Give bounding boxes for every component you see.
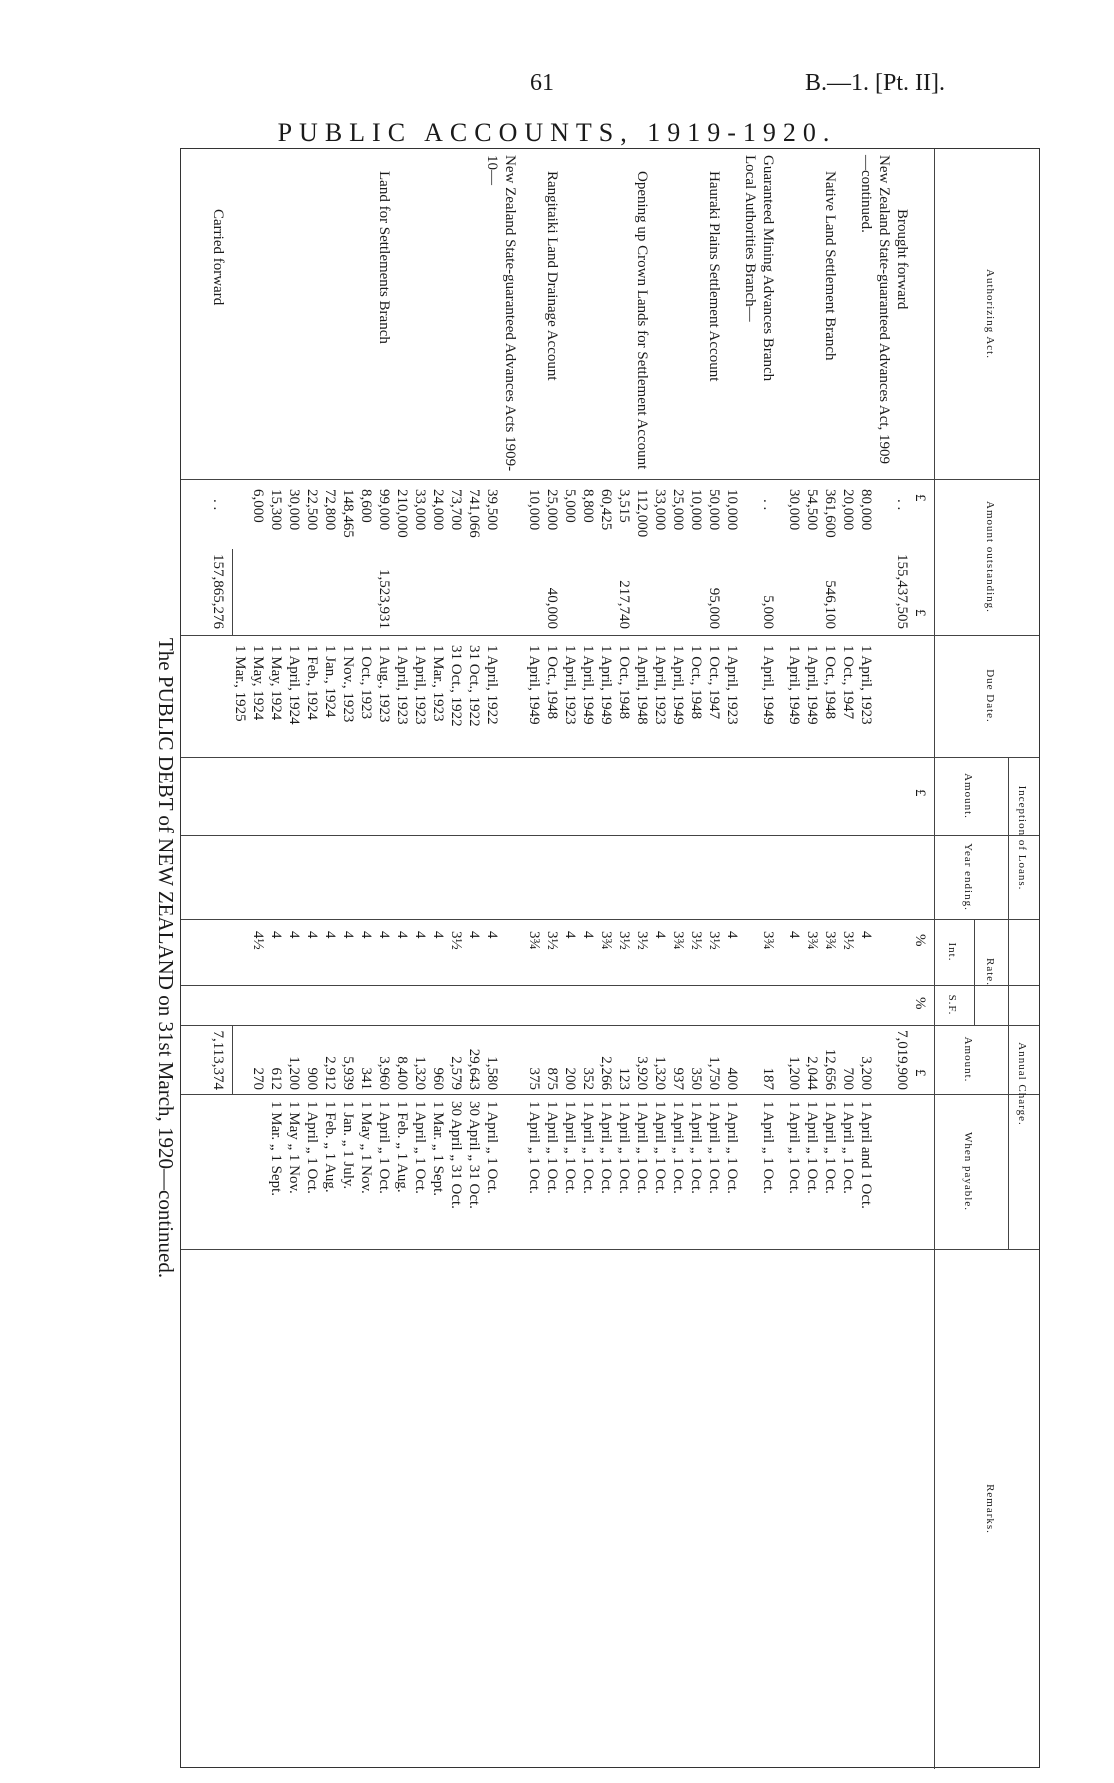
rate: 3½ xyxy=(840,931,856,950)
header-int: Int. xyxy=(946,942,958,962)
rate: 4 xyxy=(724,931,740,939)
charge: 900 xyxy=(304,1067,320,1090)
charge: 5,939 xyxy=(340,1056,356,1090)
due-list xyxy=(669,645,741,725)
header-rule xyxy=(1008,919,1009,1249)
amount: 10,000 xyxy=(526,489,542,531)
amount: 361,600 xyxy=(822,489,838,538)
due-date: 1 Nov., 1923 xyxy=(340,645,356,723)
header-rule xyxy=(1008,757,1009,919)
amount-list xyxy=(579,489,669,537)
percent-sign: % xyxy=(912,997,928,1010)
document-reference: B.—1. [Pt. II]. xyxy=(805,70,945,96)
rate: 3¾ xyxy=(598,931,614,950)
branch-name: Opening up Crown Lands for Settlement Account xyxy=(634,171,650,470)
amount: 6,000 xyxy=(250,489,266,523)
amount: 39,500 xyxy=(484,489,500,531)
payable-list xyxy=(669,1101,741,1194)
rate: 3½ xyxy=(616,931,632,950)
due-list xyxy=(785,645,875,725)
due-date: 1 April, 1948 xyxy=(634,645,650,725)
divider xyxy=(181,1249,1039,1250)
due-date: 1 Oct., 1947 xyxy=(840,645,856,720)
payable: 1 May „ 1 Nov. xyxy=(286,1101,302,1194)
payable: 1 April „ 1 Oct. xyxy=(724,1101,740,1194)
due-date: 1 April, 1923 xyxy=(724,645,740,725)
charge: 350 xyxy=(688,1067,704,1090)
amount: 60,425 xyxy=(598,489,614,531)
amount-list xyxy=(785,489,875,538)
payable-list xyxy=(579,1101,669,1194)
due-date: 1 April, 1923 xyxy=(394,645,410,725)
due-date: 1 April, 1949 xyxy=(760,645,776,725)
charge: 29,643 xyxy=(466,1048,482,1090)
rate: 4 xyxy=(858,931,874,939)
payable: 1 Feb. „ 1 Aug. xyxy=(394,1101,410,1193)
rate: 4 xyxy=(484,931,500,939)
payable: 1 April „ 1 Oct. xyxy=(804,1101,820,1194)
rate: 4 xyxy=(786,931,802,939)
rate: 4 xyxy=(322,931,338,939)
due-date: 1 Mar., 1925 xyxy=(232,645,248,722)
carried-forward-charge: 7,113,374 xyxy=(210,1030,226,1090)
header-rate: Rate. xyxy=(984,958,996,986)
divider xyxy=(181,479,1039,480)
dots: . . xyxy=(210,499,226,511)
rate: 3½ xyxy=(706,931,722,950)
amount: 112,000 xyxy=(634,489,650,538)
amount: 22,500 xyxy=(304,489,320,531)
rate: 3¾ xyxy=(760,931,776,950)
rate: 3½ xyxy=(544,931,560,950)
amount-list xyxy=(669,489,741,530)
charge-list xyxy=(249,1025,501,1090)
rate: 3¾ xyxy=(804,931,820,950)
payable: 1 April „ 1 Oct. xyxy=(598,1101,614,1194)
payable: 1 April „ 1 Oct. xyxy=(304,1101,320,1194)
rate: 3¾ xyxy=(670,931,686,950)
payable: 1 April „ 1 Oct. xyxy=(562,1101,578,1194)
amount: 210,000 xyxy=(394,489,410,538)
amount: 15,300 xyxy=(268,489,284,531)
rate: 4 xyxy=(652,931,668,939)
brought-forward-charge: 7,019,900 xyxy=(894,1030,910,1090)
charge: 1,320 xyxy=(652,1056,668,1090)
amount: 73,700 xyxy=(448,489,464,531)
header-year-ending: Year ending. xyxy=(962,843,974,911)
due-date: 31 Oct., 1922 xyxy=(466,645,482,727)
charge: 1,200 xyxy=(786,1056,802,1090)
amount: 50,000 xyxy=(706,489,722,531)
act-name: New Zealand State-guaranteed Advances Act, 1909—continued. xyxy=(858,155,892,465)
amount: 25,000 xyxy=(544,489,560,531)
rate: 4 xyxy=(562,931,578,939)
payable: 1 April „ 1 Oct. xyxy=(544,1101,560,1194)
branch-name: Land for Settlements Branch xyxy=(376,171,392,344)
rate: 4 xyxy=(358,931,374,939)
header-charge-amount: Amount. xyxy=(962,1036,974,1083)
header-due-date: Due Date. xyxy=(984,669,996,723)
due-date: 1 Oct., 1948 xyxy=(822,645,838,720)
payable: 1 April „ 1 Oct. xyxy=(840,1101,856,1194)
dots: . . xyxy=(894,499,910,511)
due-date: 1 Oct., 1947 xyxy=(706,645,722,720)
charge: 3,200 xyxy=(858,1056,874,1090)
payable: 1 April „ 1 Oct. xyxy=(760,1101,776,1194)
charge-list xyxy=(669,1025,741,1090)
rate: 3½ xyxy=(688,931,704,950)
page-title: PUBLIC ACCOUNTS, 1919-1920. xyxy=(277,118,837,147)
amount: 8,600 xyxy=(358,489,374,523)
int-list xyxy=(669,931,741,950)
payable: 1 Feb. „ 1 Aug. xyxy=(322,1101,338,1193)
subtotal: 5,000 xyxy=(760,595,776,629)
public-debt-table xyxy=(180,148,1040,1768)
pound-sign: £ xyxy=(912,494,928,502)
subtotal: 40,000 xyxy=(544,587,560,629)
amount: 148,465 xyxy=(340,489,356,538)
payable: 1 April „ 1 Oct. xyxy=(822,1101,838,1194)
amount: 10,000 xyxy=(688,489,704,531)
due-date: 1 Jan., 1924 xyxy=(322,645,338,718)
header-when-payable: When payable. xyxy=(962,1132,974,1211)
due-date: 1 Feb., 1924 xyxy=(304,645,320,720)
rate: 4½ xyxy=(250,931,266,950)
branch-name: Rangitaiki Land Drainage Account xyxy=(544,171,560,381)
header-sf: S.F. xyxy=(946,994,958,1016)
payable: 1 Mar. „ 1 Sept. xyxy=(268,1101,284,1196)
int-list xyxy=(249,931,501,950)
due-date: 1 Mar., 1923 xyxy=(430,645,446,722)
int-list xyxy=(525,931,579,950)
amount: 10,000 xyxy=(724,489,740,531)
payable: 1 May „ 1 Nov. xyxy=(358,1101,374,1194)
header-inception-of-loans: Inception of Loans. xyxy=(1016,785,1028,891)
subtotal: 546,100 xyxy=(822,580,838,629)
percent-sign: % xyxy=(912,934,928,947)
amount: 20,000 xyxy=(840,489,856,531)
divider xyxy=(181,757,1039,758)
charge: 352 xyxy=(580,1067,596,1090)
header-amount-outstanding: Amount outstanding. xyxy=(984,501,996,613)
due-date: 1 April, 1923 xyxy=(562,645,578,725)
payable: 1 April „ 1 Oct. xyxy=(652,1101,668,1194)
carried-forward-total: 157,865,276 xyxy=(210,554,226,629)
charge: 1,200 xyxy=(286,1056,302,1090)
rate: 3¾ xyxy=(822,931,838,950)
rate: 3½ xyxy=(634,931,650,950)
charge: 270 xyxy=(250,1067,266,1090)
payable: 30 April „ 31 Oct. xyxy=(466,1101,482,1209)
due-date: 1 April, 1923 xyxy=(412,645,428,725)
charge: 187 xyxy=(760,1067,776,1090)
charge: 2,266 xyxy=(598,1056,614,1090)
page-number: 61 xyxy=(530,70,554,96)
due-date: 1 Oct., 1948 xyxy=(616,645,632,720)
charge: 341 xyxy=(358,1067,374,1090)
due-date: 1 May, 1924 xyxy=(250,645,266,721)
amount: 99,000 xyxy=(376,489,392,531)
divider xyxy=(181,1094,1039,1095)
pound-sign: £ xyxy=(912,789,928,797)
charge: 960 xyxy=(430,1067,446,1090)
due-date: 1 April, 1949 xyxy=(786,645,802,725)
rotated-table-region xyxy=(154,148,1040,1768)
pound-sign: £ xyxy=(912,1069,928,1077)
int-list xyxy=(785,931,875,950)
due-date: 1 Oct., 1923 xyxy=(358,645,374,720)
charge: 937 xyxy=(670,1067,686,1090)
due-date: 1 May, 1924 xyxy=(268,645,284,721)
charge: 2,912 xyxy=(322,1056,338,1090)
due-date: 1 April, 1949 xyxy=(670,645,686,725)
total-rule xyxy=(232,1025,233,1094)
payable: 1 April „ 1 Oct. xyxy=(484,1101,500,1194)
payable: 1 April „ 1 Oct. xyxy=(412,1101,428,1194)
charge-list xyxy=(785,1025,875,1090)
payable-list xyxy=(785,1101,875,1209)
rate: 4 xyxy=(340,931,356,939)
amount: 72,800 xyxy=(322,489,338,531)
charge: 700 xyxy=(840,1067,856,1090)
payable: 1 Mar. „ 1 Sept. xyxy=(430,1101,446,1196)
charge: 400 xyxy=(724,1067,740,1090)
amount: 5,000 xyxy=(562,489,578,523)
charge: 375 xyxy=(526,1067,542,1090)
due-date: 1 April, 1949 xyxy=(580,645,596,725)
charge: 612 xyxy=(268,1067,284,1090)
charge: 875 xyxy=(544,1067,560,1090)
payable: 1 April „ 1 Oct. xyxy=(634,1101,650,1194)
payable: 1 April and 1 Oct. xyxy=(858,1101,874,1209)
due-list xyxy=(525,645,579,725)
charge: 123 xyxy=(616,1067,632,1090)
due-date: 1 Aug., 1923 xyxy=(376,645,392,723)
charge: 1,320 xyxy=(412,1056,428,1090)
payable: 1 April „ 1 Oct. xyxy=(688,1101,704,1194)
rate: 4 xyxy=(394,931,410,939)
rate: 4 xyxy=(430,931,446,939)
due-date: 1 April, 1924 xyxy=(286,645,302,725)
due-date: 1 April, 1923 xyxy=(858,645,874,725)
divider xyxy=(181,985,1039,986)
due-date: 1 Oct., 1948 xyxy=(688,645,704,720)
amount: 54,500 xyxy=(804,489,820,531)
act-name: Local Authorities Branch— xyxy=(742,155,758,322)
amount: 741,066 xyxy=(466,489,482,538)
payable: 1 April „ 1 Oct. xyxy=(376,1101,392,1194)
rate: 4 xyxy=(304,931,320,939)
branch-name: Hauraki Plains Settlement Account xyxy=(706,171,722,382)
total-rule xyxy=(232,549,233,635)
branch-name: Native Land Settlement Branch xyxy=(822,171,838,361)
due-date: 31 Oct., 1922 xyxy=(448,645,464,727)
rate: 3¾ xyxy=(526,931,542,950)
due-date: 1 April, 1922 xyxy=(484,645,500,725)
amount: 25,000 xyxy=(670,489,686,531)
header-inception-amount: Amount. xyxy=(962,773,974,819)
due-date: 1 April, 1923 xyxy=(652,645,668,725)
charge: 200 xyxy=(562,1067,578,1090)
divider xyxy=(181,919,1039,920)
charge: 12,656 xyxy=(822,1048,838,1090)
payable: 1 April „ 1 Oct. xyxy=(670,1101,686,1194)
rate: 4 xyxy=(412,931,428,939)
amount: 3,515 xyxy=(616,489,632,523)
amount: 30,000 xyxy=(786,489,802,531)
charge: 8,400 xyxy=(394,1056,410,1090)
rate: 4 xyxy=(286,931,302,939)
subtotal: 217,740 xyxy=(616,580,632,629)
payable: 1 April „ 1 Oct. xyxy=(706,1101,722,1194)
payable: 1 April „ 1 Oct. xyxy=(580,1101,596,1194)
header-annual-charge: Annual Charge. xyxy=(1016,1042,1028,1126)
table-caption: The PUBLIC DEBT of NEW ZEALAND on 31st March, 1920—continued. xyxy=(154,637,178,1279)
due-date: 1 April, 1949 xyxy=(804,645,820,725)
due-list xyxy=(231,645,501,727)
rate: 3½ xyxy=(448,931,464,950)
header-remarks: Remarks. xyxy=(984,1484,996,1534)
branch-name: Guaranteed Mining Advances Branch xyxy=(760,155,776,382)
charge: 2,044 xyxy=(804,1056,820,1090)
amount: 33,000 xyxy=(652,489,668,531)
rate: 4 xyxy=(466,931,482,939)
payable: 1 April „ 1 Oct. xyxy=(526,1101,542,1194)
charge-list xyxy=(579,1025,669,1090)
amount-list xyxy=(525,489,579,530)
divider xyxy=(181,835,1039,836)
subtotal: 95,000 xyxy=(706,587,722,629)
carried-forward-label: Carried forward xyxy=(210,209,226,306)
amount-list xyxy=(249,489,501,538)
due-date: 1 April, 1949 xyxy=(598,645,614,725)
int-list xyxy=(579,931,669,950)
payable: 1 April „ 1 Oct. xyxy=(786,1101,802,1194)
header-rule xyxy=(974,919,975,1025)
amount: 24,000 xyxy=(430,489,446,531)
due-list xyxy=(579,645,669,725)
amount: 80,000 xyxy=(858,489,874,531)
charge: 1,580 xyxy=(484,1056,500,1090)
brought-forward-label: Brought forward xyxy=(894,209,910,310)
payable-list xyxy=(525,1101,579,1194)
payable: 1 Jan. „ 1 July. xyxy=(340,1101,356,1190)
rate: 4 xyxy=(268,931,284,939)
brought-forward-total: 155,437,505 xyxy=(894,554,910,629)
amount: 33,000 xyxy=(412,489,428,531)
amount: 30,000 xyxy=(286,489,302,531)
payable: 30 April „ 31 Oct. xyxy=(448,1101,464,1209)
due-date: 1 April, 1949 xyxy=(526,645,542,725)
charge-list xyxy=(525,1025,579,1090)
payable-list xyxy=(267,1101,501,1209)
subtotal: 1,523,931 xyxy=(376,569,392,629)
act-name: New Zealand State-guaranteed Advances Acts 1909-10— xyxy=(484,155,518,472)
due-date: 1 Oct., 1948 xyxy=(544,645,560,720)
payable: 1 April „ 1 Oct. xyxy=(616,1101,632,1194)
amount: . . xyxy=(760,499,776,511)
header-rule xyxy=(934,149,935,1769)
rate: 4 xyxy=(376,931,392,939)
charge: 3,960 xyxy=(376,1056,392,1090)
pound-sign: £ xyxy=(912,609,928,617)
header-authorizing-act: Authorizing Act. xyxy=(984,269,996,359)
rate: 4 xyxy=(580,931,596,939)
charge: 3,920 xyxy=(634,1056,650,1090)
amount: 8,800 xyxy=(580,489,596,523)
divider xyxy=(181,635,1039,636)
charge: 1,750 xyxy=(706,1056,722,1090)
charge: 2,579 xyxy=(448,1056,464,1090)
